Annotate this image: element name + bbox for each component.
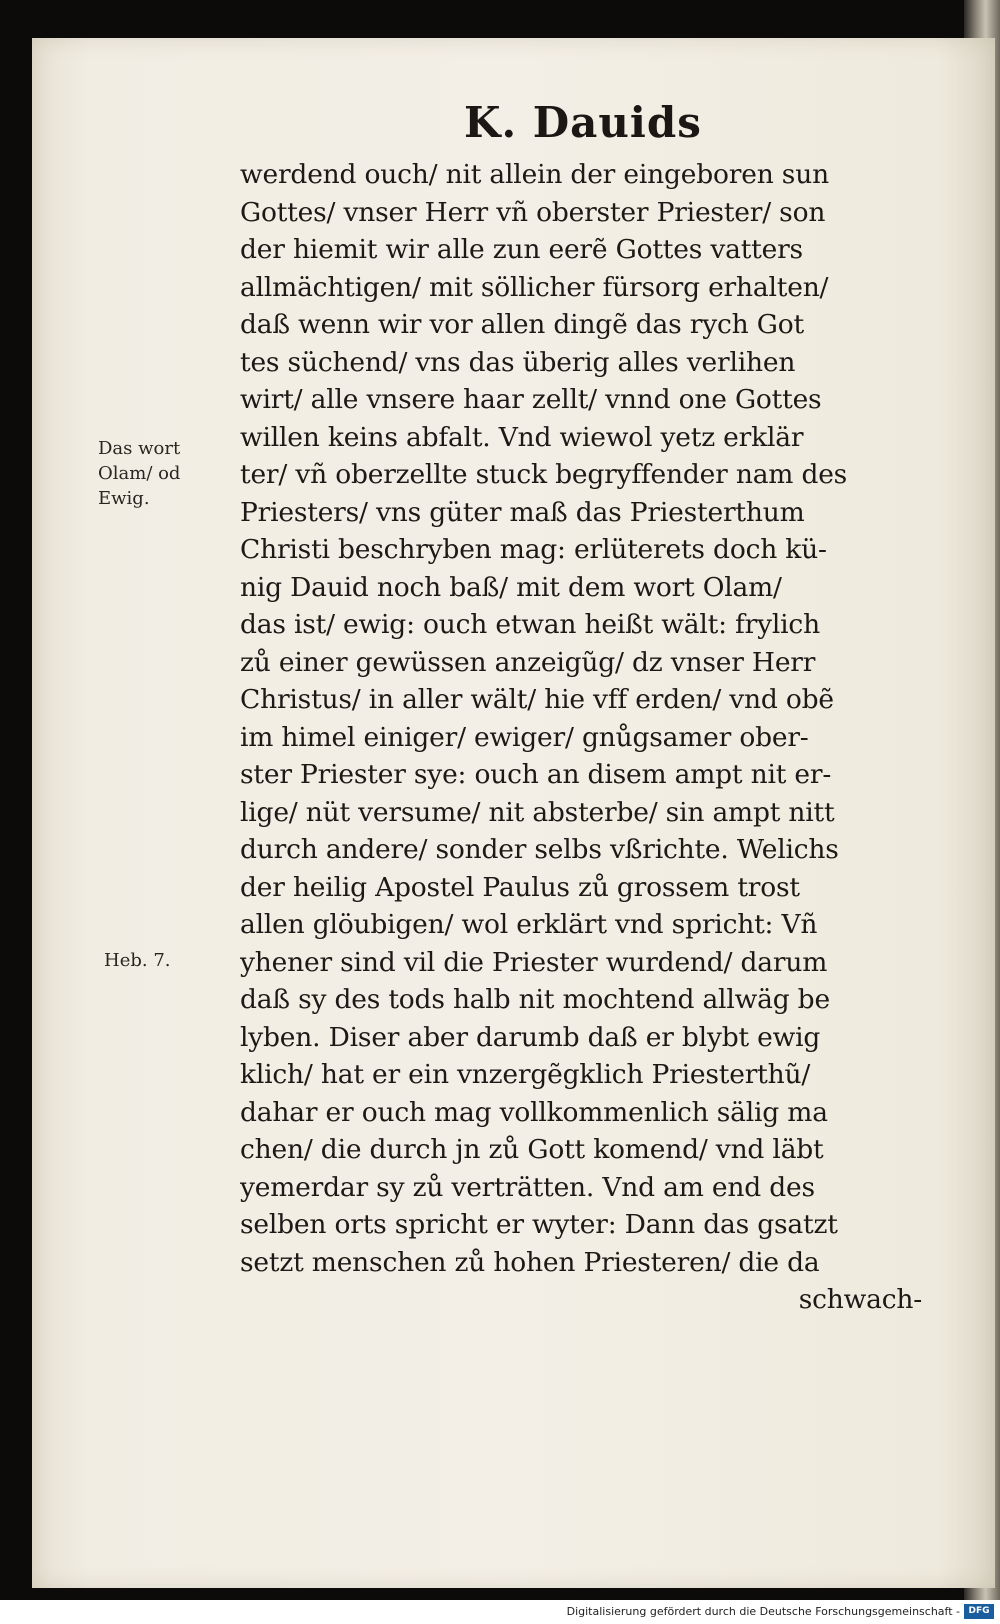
text-line: das ist/ ewig: ouch etwan heißt wält: frylich [240,609,820,640]
text-line: tes süchend/ vns das überig alles verlihen [240,346,796,378]
text-line: nig Dauid noch baß/ mit dem wort Olam/ [240,571,782,603]
text-line: ter/ vñ oberzellte stuck begryffender nam des [240,459,848,490]
text-line: Christus/ in aller wält/ hie vff erden/ vnd obẽ [240,684,834,715]
text-line: der hiemit wir alle zun eerẽ Gottes vatters [240,234,803,265]
text-line: willen keins abfalt. Vnd wiewol yetz erklär [240,421,804,453]
dfg-logo: DFG [964,1604,994,1619]
marginal-line: Olam/ od [98,463,181,484]
text-line: allen glöubigen/ wol erklärt vnd spricht: Vñ [240,909,818,940]
marginal-line: Das wort [98,438,181,459]
funding-credit: Digitalisierung gefördert durch die Deutsche Forschungsgemeinschaft - [566,1605,960,1618]
text-line: durch andere/ sonder selbs vßrichte. Welichs [240,834,839,865]
text-line: selben orts spricht er wyter: Dann das gsatzt [240,1209,838,1240]
text-line: lige/ nüt versume/ nit absterbe/ sin ampt nitt [240,796,835,828]
text-line: daß wenn wir vor allen dingẽ das rych Got [240,309,804,340]
text-line: yhener sind vil die Priester wurdend/ darum [240,946,828,978]
text-line: chen/ die durch jn zů Gott komend/ vnd läbt [240,1134,824,1165]
text-line: yemerdar sy zů verträtten. Vnd am end des [240,1171,815,1203]
text-line: wirt/ alle vnsere haar zellt/ vnnd one Gottes [240,384,822,415]
text-line: dahar er ouch mag vollkommenlich sälig ma [240,1096,828,1128]
text-line: allmächtigen/ mit söllicher fürsorg erhalten/ [240,271,829,303]
text-line: werdend ouch/ nit allein der eingeboren sun [240,159,829,190]
text-line: daß sy des tods halb nit mochtend allwäg be [240,984,830,1015]
marginal-note-olam [98,436,180,511]
text-line: ster Priester sye: ouch an disem ampt nit er- [240,759,832,790]
running-head: K. Dauids [464,98,702,147]
text-line: im himel einiger/ ewiger/ gnůgsamer ober- [240,721,809,753]
marginal-line: Ewig. [98,488,150,509]
text-line: setzt menschen zů hohen Priesteren/ die da [240,1246,820,1278]
text-block [240,156,930,1319]
text-line: klich/ hat er ein vnzergẽgklich Priesterthũ/ [240,1059,811,1090]
text-line: der heilig Apostel Paulus zů grossem trost [240,871,800,903]
text-line: Christi beschryben mag: erlüterets doch kü- [240,534,827,565]
text-line: Priesters/ vns güter maß das Priesterthum [240,496,805,528]
footer [0,1600,1000,1624]
marginal-note-hebrews: Heb. 7. [104,950,171,971]
text-line: zů einer gewüssen anzeigũg/ dz vnser Herr [240,646,816,678]
text-line: Gottes/ vnser Herr vñ oberster Priester/ son [240,196,826,228]
catchword: schwach- [798,1284,922,1315]
book-page [32,38,995,1588]
text-line: lyben. Diser aber darumb daß er blybt ewig [240,1021,821,1053]
